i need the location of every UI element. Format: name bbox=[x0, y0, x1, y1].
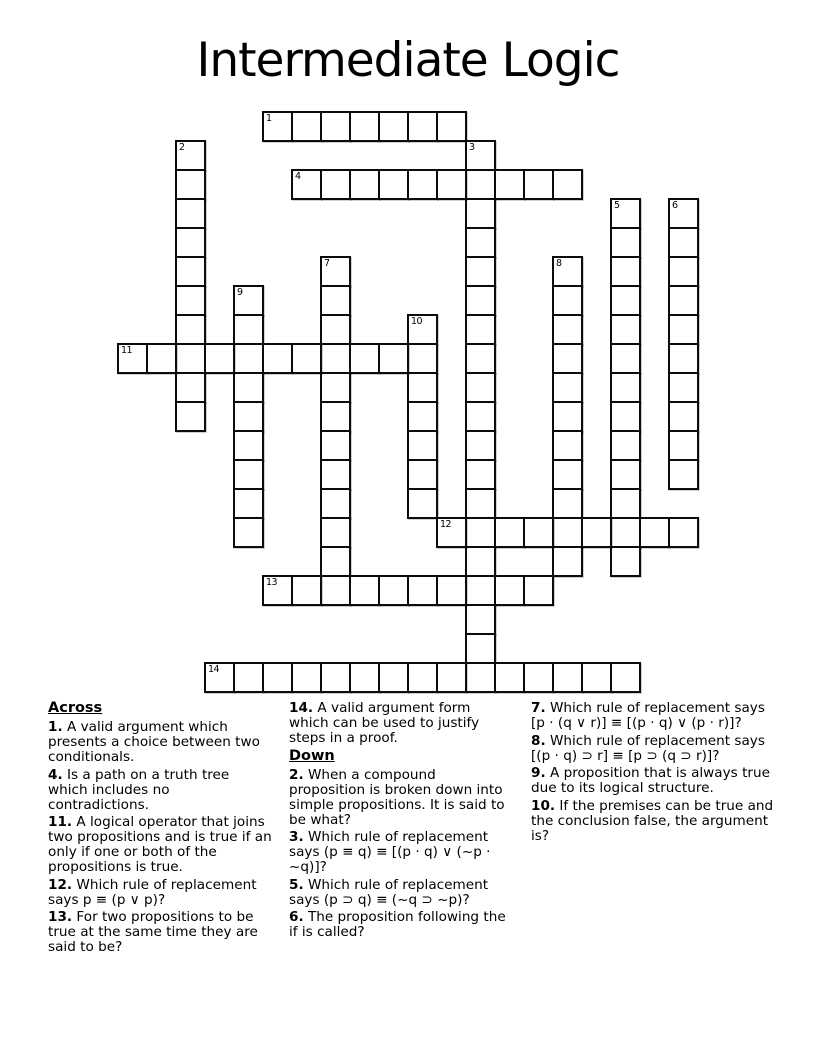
grid-cell bbox=[407, 343, 438, 374]
grid-cell bbox=[523, 662, 554, 693]
grid-cell bbox=[610, 285, 641, 316]
grid-cell-number: 11 bbox=[121, 345, 133, 356]
clue-number-label: 10. bbox=[531, 797, 556, 814]
grid-cell bbox=[233, 662, 264, 693]
grid-cell bbox=[465, 256, 496, 287]
grid-cell-number: 8 bbox=[556, 258, 562, 269]
grid-cell bbox=[233, 459, 264, 490]
grid-cell bbox=[349, 343, 380, 374]
grid-cell bbox=[262, 111, 293, 142]
grid-cell-number: 1 bbox=[266, 113, 272, 124]
grid-cell bbox=[668, 430, 699, 461]
grid-cell bbox=[552, 314, 583, 345]
crossword-grid bbox=[117, 111, 699, 693]
grid-cell bbox=[175, 256, 206, 287]
grid-cell bbox=[465, 430, 496, 461]
clue-number-label: 3. bbox=[289, 829, 304, 845]
clue-number-label: 1. bbox=[48, 719, 63, 735]
grid-cell bbox=[175, 343, 206, 374]
grid-cell-number: 10 bbox=[411, 316, 423, 327]
grid-cell bbox=[552, 343, 583, 374]
grid-cell bbox=[146, 343, 177, 374]
grid-cell bbox=[175, 285, 206, 316]
grid-cell bbox=[175, 140, 206, 171]
grid-cell bbox=[465, 285, 496, 316]
grid-cell bbox=[436, 575, 467, 606]
grid-cell bbox=[436, 169, 467, 200]
grid-cell bbox=[378, 575, 409, 606]
grid-cell bbox=[407, 111, 438, 142]
grid-cell bbox=[349, 662, 380, 693]
grid-cell bbox=[465, 546, 496, 577]
grid-cell bbox=[378, 169, 409, 200]
grid-cell bbox=[436, 517, 467, 548]
grid-cell bbox=[175, 198, 206, 229]
grid-cell bbox=[610, 314, 641, 345]
grid-cell bbox=[610, 256, 641, 287]
grid-cell bbox=[378, 662, 409, 693]
grid-cell-number: 12 bbox=[440, 519, 452, 530]
clue-column-1 bbox=[48, 701, 272, 958]
clue-8: 8. Which rule of replacement says [(p · q) ⊃ r] ≡ [p ⊃ (q ⊃ r)]? bbox=[531, 732, 765, 764]
grid-cell bbox=[320, 314, 351, 345]
clue-number-label: 11. bbox=[48, 814, 73, 830]
grid-cell-number: 14 bbox=[208, 664, 220, 675]
clue-12: 12. Which rule of replacement says p ≡ (p ∨ p)? bbox=[48, 876, 257, 908]
grid-cell bbox=[552, 662, 583, 693]
grid-cell bbox=[552, 459, 583, 490]
grid-cell bbox=[610, 372, 641, 403]
grid-cell-number: 6 bbox=[672, 200, 678, 211]
down-heading: Down bbox=[289, 747, 335, 764]
clue-9: 9. A proposition that is always true due to its logical structure. bbox=[531, 765, 770, 796]
grid-cell bbox=[610, 343, 641, 374]
grid-cell bbox=[465, 198, 496, 229]
clue-number-label: 2. bbox=[289, 766, 304, 783]
grid-cell bbox=[407, 169, 438, 200]
grid-cell bbox=[552, 546, 583, 577]
clue-number-label: 13. bbox=[48, 909, 73, 925]
grid-cell bbox=[465, 401, 496, 432]
grid-cell bbox=[233, 401, 264, 432]
grid-cell bbox=[668, 343, 699, 374]
grid-cell bbox=[175, 169, 206, 200]
clue-number-label: 14. bbox=[289, 700, 314, 716]
page-title: Intermediate Logic bbox=[196, 33, 620, 88]
grid-cell bbox=[494, 575, 525, 606]
grid-cell bbox=[465, 575, 496, 606]
grid-cell bbox=[494, 169, 525, 200]
grid-cell bbox=[668, 227, 699, 258]
grid-cell bbox=[552, 285, 583, 316]
grid-cell bbox=[320, 488, 351, 519]
clue-number-label: 9. bbox=[531, 765, 546, 781]
grid-cell-number: 7 bbox=[324, 258, 330, 269]
clue-number-label: 7. bbox=[531, 700, 546, 716]
grid-cell bbox=[610, 662, 641, 693]
grid-cell bbox=[349, 111, 380, 142]
grid-cell bbox=[291, 169, 322, 200]
grid-cell bbox=[407, 372, 438, 403]
grid-cell bbox=[349, 169, 380, 200]
grid-cell bbox=[407, 314, 438, 345]
grid-cell bbox=[668, 372, 699, 403]
grid-cell bbox=[465, 343, 496, 374]
grid-cell bbox=[320, 662, 351, 693]
grid-cell bbox=[320, 285, 351, 316]
grid-cell bbox=[668, 401, 699, 432]
grid-cell bbox=[320, 459, 351, 490]
grid-cell bbox=[320, 111, 351, 142]
grid-cell bbox=[320, 430, 351, 461]
grid-cell bbox=[320, 517, 351, 548]
grid-cell bbox=[407, 430, 438, 461]
grid-cell-number: 9 bbox=[237, 287, 243, 298]
grid-cell bbox=[581, 662, 612, 693]
grid-cell bbox=[233, 372, 264, 403]
grid-cell-number: 2 bbox=[179, 142, 185, 153]
grid-cell bbox=[407, 488, 438, 519]
grid-cell bbox=[465, 372, 496, 403]
grid-cell bbox=[523, 575, 554, 606]
grid-cell bbox=[407, 459, 438, 490]
clue-column-2 bbox=[289, 701, 510, 943]
grid-cell bbox=[552, 169, 583, 200]
grid-cell bbox=[668, 198, 699, 229]
grid-cell bbox=[436, 662, 467, 693]
grid-cell-number: 13 bbox=[266, 577, 278, 588]
grid-cell bbox=[465, 662, 496, 693]
grid-cell bbox=[552, 430, 583, 461]
clue-4: 4. Is a path on a truth tree which includes no contradictions. bbox=[48, 766, 230, 813]
grid-cell bbox=[465, 140, 496, 171]
grid-cell bbox=[233, 517, 264, 548]
grid-cell bbox=[320, 343, 351, 374]
clue-1: 1. A valid argument which presents a choice between two conditionals. bbox=[48, 719, 260, 765]
grid-cell bbox=[552, 488, 583, 519]
grid-cell bbox=[175, 227, 206, 258]
grid-cell bbox=[610, 488, 641, 519]
grid-cell bbox=[668, 256, 699, 287]
clue-number-label: 6. bbox=[289, 909, 304, 925]
grid-cell bbox=[320, 546, 351, 577]
clue-5: 5. Which rule of replacement says (p ⊃ q) ≡ (~q ⊃ ~p)? bbox=[289, 876, 489, 908]
grid-cell bbox=[465, 604, 496, 635]
grid-cell bbox=[668, 517, 699, 548]
grid-cell bbox=[233, 430, 264, 461]
clue-10: 10. If the premises can be true and the conclusion false, the argument is? bbox=[531, 797, 774, 844]
grid-cell bbox=[552, 256, 583, 287]
grid-cell bbox=[291, 343, 322, 374]
clue-number-label: 4. bbox=[48, 766, 63, 783]
grid-cell bbox=[320, 256, 351, 287]
grid-cell bbox=[465, 227, 496, 258]
grid-cell bbox=[175, 372, 206, 403]
grid-cell bbox=[291, 111, 322, 142]
grid-cell bbox=[233, 314, 264, 345]
grid-cell bbox=[407, 401, 438, 432]
grid-cell bbox=[494, 662, 525, 693]
grid-cell bbox=[436, 111, 467, 142]
grid-cell bbox=[552, 372, 583, 403]
grid-cell bbox=[262, 575, 293, 606]
grid-cell bbox=[610, 459, 641, 490]
grid-cell bbox=[552, 401, 583, 432]
grid-cell bbox=[262, 662, 293, 693]
grid-cell bbox=[523, 169, 554, 200]
grid-cell-number: 5 bbox=[614, 200, 620, 211]
grid-cell bbox=[610, 546, 641, 577]
grid-cell bbox=[639, 517, 670, 548]
grid-cell bbox=[233, 285, 264, 316]
grid-cell bbox=[610, 517, 641, 548]
grid-cell bbox=[175, 401, 206, 432]
grid-cell bbox=[175, 314, 206, 345]
grid-cell bbox=[407, 575, 438, 606]
clue-6: 6. The proposition following the if is called? bbox=[289, 909, 506, 940]
grid-cell bbox=[117, 343, 148, 374]
clue-7: 7. Which rule of replacement says [p · (q ∨ r)] ≡ [(p · q) ∨ (p · r)]? bbox=[531, 700, 765, 731]
grid-cell bbox=[465, 169, 496, 200]
grid-cell bbox=[668, 314, 699, 345]
clue-number-label: 12. bbox=[48, 876, 73, 893]
grid-cell bbox=[610, 198, 641, 229]
grid-cell bbox=[610, 430, 641, 461]
grid-cell bbox=[465, 314, 496, 345]
clues-section bbox=[0, 701, 816, 1001]
grid-cell bbox=[465, 459, 496, 490]
grid-cell bbox=[204, 343, 235, 374]
grid-cell bbox=[233, 488, 264, 519]
grid-cell bbox=[523, 517, 554, 548]
grid-cell bbox=[291, 575, 322, 606]
grid-cell-number: 4 bbox=[295, 171, 301, 182]
grid-cell bbox=[320, 401, 351, 432]
grid-cell bbox=[552, 517, 583, 548]
grid-cell bbox=[668, 285, 699, 316]
grid-cell bbox=[494, 517, 525, 548]
clue-3: 3. Which rule of replacement says (p ≡ q) ≡ [(p · q) ∨ (~p · ~q)]? bbox=[289, 829, 491, 875]
grid-cell bbox=[378, 343, 409, 374]
grid-cell bbox=[320, 372, 351, 403]
grid-cell bbox=[610, 401, 641, 432]
grid-cell bbox=[349, 575, 380, 606]
clue-number-label: 8. bbox=[531, 732, 546, 749]
grid-cell bbox=[465, 488, 496, 519]
grid-cell bbox=[320, 169, 351, 200]
grid-cell bbox=[262, 343, 293, 374]
clue-11: 11. A logical operator that joins two propositions and is true if an only if one or both of the propositions is true. bbox=[48, 814, 272, 875]
grid-cell bbox=[233, 343, 264, 374]
grid-cell bbox=[407, 662, 438, 693]
grid-cell-number: 3 bbox=[469, 142, 475, 153]
grid-cell bbox=[204, 662, 235, 693]
grid-cell bbox=[291, 662, 322, 693]
grid-cell bbox=[668, 459, 699, 490]
clue-13: 13. For two propositions to be true at the same time they are said to be? bbox=[48, 909, 258, 955]
grid-cell bbox=[610, 227, 641, 258]
clue-2: 2. When a compound proposition is broken down into simple propositions. It is said to be what? bbox=[289, 766, 505, 828]
clue-column-3 bbox=[531, 701, 777, 846]
grid-cell bbox=[581, 517, 612, 548]
grid-cell bbox=[465, 633, 496, 664]
clue-number-label: 5. bbox=[289, 876, 304, 893]
grid-cell bbox=[465, 517, 496, 548]
across-heading: Across bbox=[48, 700, 103, 716]
grid-cell bbox=[378, 111, 409, 142]
grid-cell bbox=[320, 575, 351, 606]
clue-14: 14. A valid argument form which can be used to justify steps in a proof. bbox=[289, 700, 480, 746]
